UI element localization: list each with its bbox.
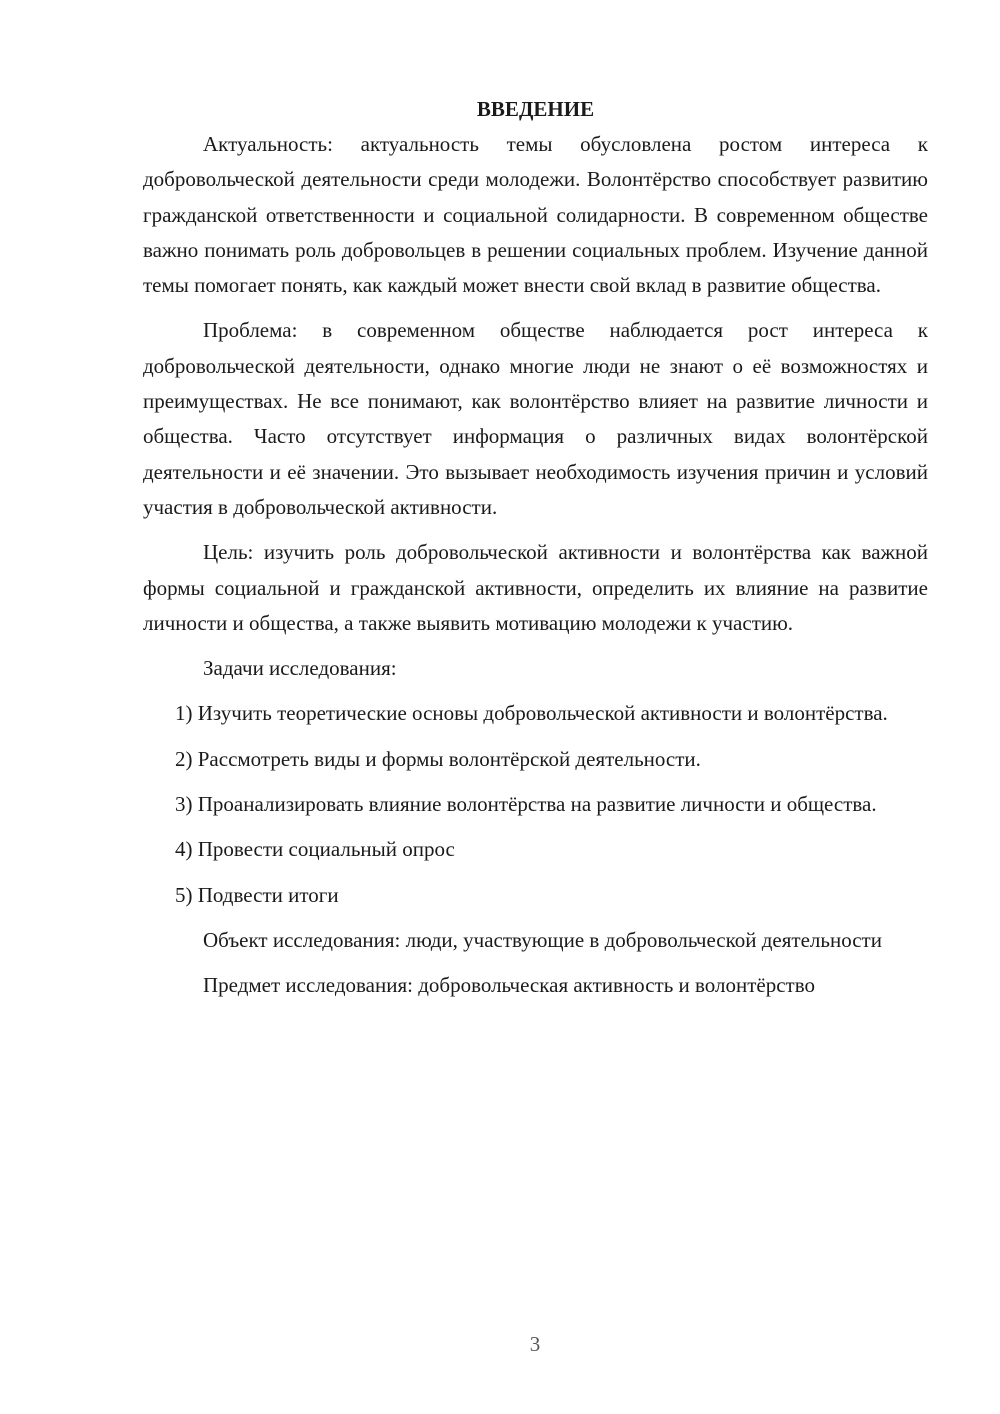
document-page [143, 92, 928, 1014]
paragraph-subject: Предмет исследования: добровольческая активность и волонтёрство [203, 973, 815, 998]
paragraph-relevance: Актуальность: актуальность темы обусловлена ростом интереса к добровольческой деятельности среди молодежи. Волонтёрство способствует развитию гражданской ответственности и социальной солидарности. В современном обществе важно понимать роль добровольцев в решении социальных проблем. Изучение данной темы помогает понять, как каждый может внести свой вклад в развитие общества. [143, 132, 928, 298]
section-title: ВВЕДЕНИЕ [476, 97, 595, 121]
task-item-2: 2) Рассмотреть виды и формы волонтёрской деятельности. [175, 746, 701, 771]
task-item-5: 5) Подвести итоги [175, 882, 339, 907]
task-item-3: 3) Проанализировать влияние волонтёрства на развитие личности и общества. [175, 792, 877, 817]
paragraph-problem: Проблема: в современном обществе наблюдается рост интереса к добровольческой деятельности, однако многие люди не знают о её возможностях и преимуществах. Не все понимают, как волонтёрство влияет на развитие личности и общества. Часто отсутствует информация о различных видах волонтёрской деятельности и её значении. Это вызывает необходимость изучения причин и условий участия в добровольческой активности. [143, 318, 928, 519]
paragraph-tasks-heading: Задачи исследования: [203, 656, 397, 681]
paragraph-goal: Цель: изучить роль добровольческой активности и волонтёрства как важной формы социальной и гражданской активности, определить их влияние на развитие личности и общества, а также выявить мотивацию молодежи к участию. [143, 540, 928, 635]
task-item-4: 4) Провести социальный опрос [175, 837, 455, 862]
task-item-1: 1) Изучить теоретические основы добровольческой активности и волонтёрства. [175, 701, 888, 726]
paragraph-object: Объект исследования: люди, участвующие в добровольческой деятельности [203, 927, 882, 952]
page-number: 3 [529, 1332, 541, 1356]
